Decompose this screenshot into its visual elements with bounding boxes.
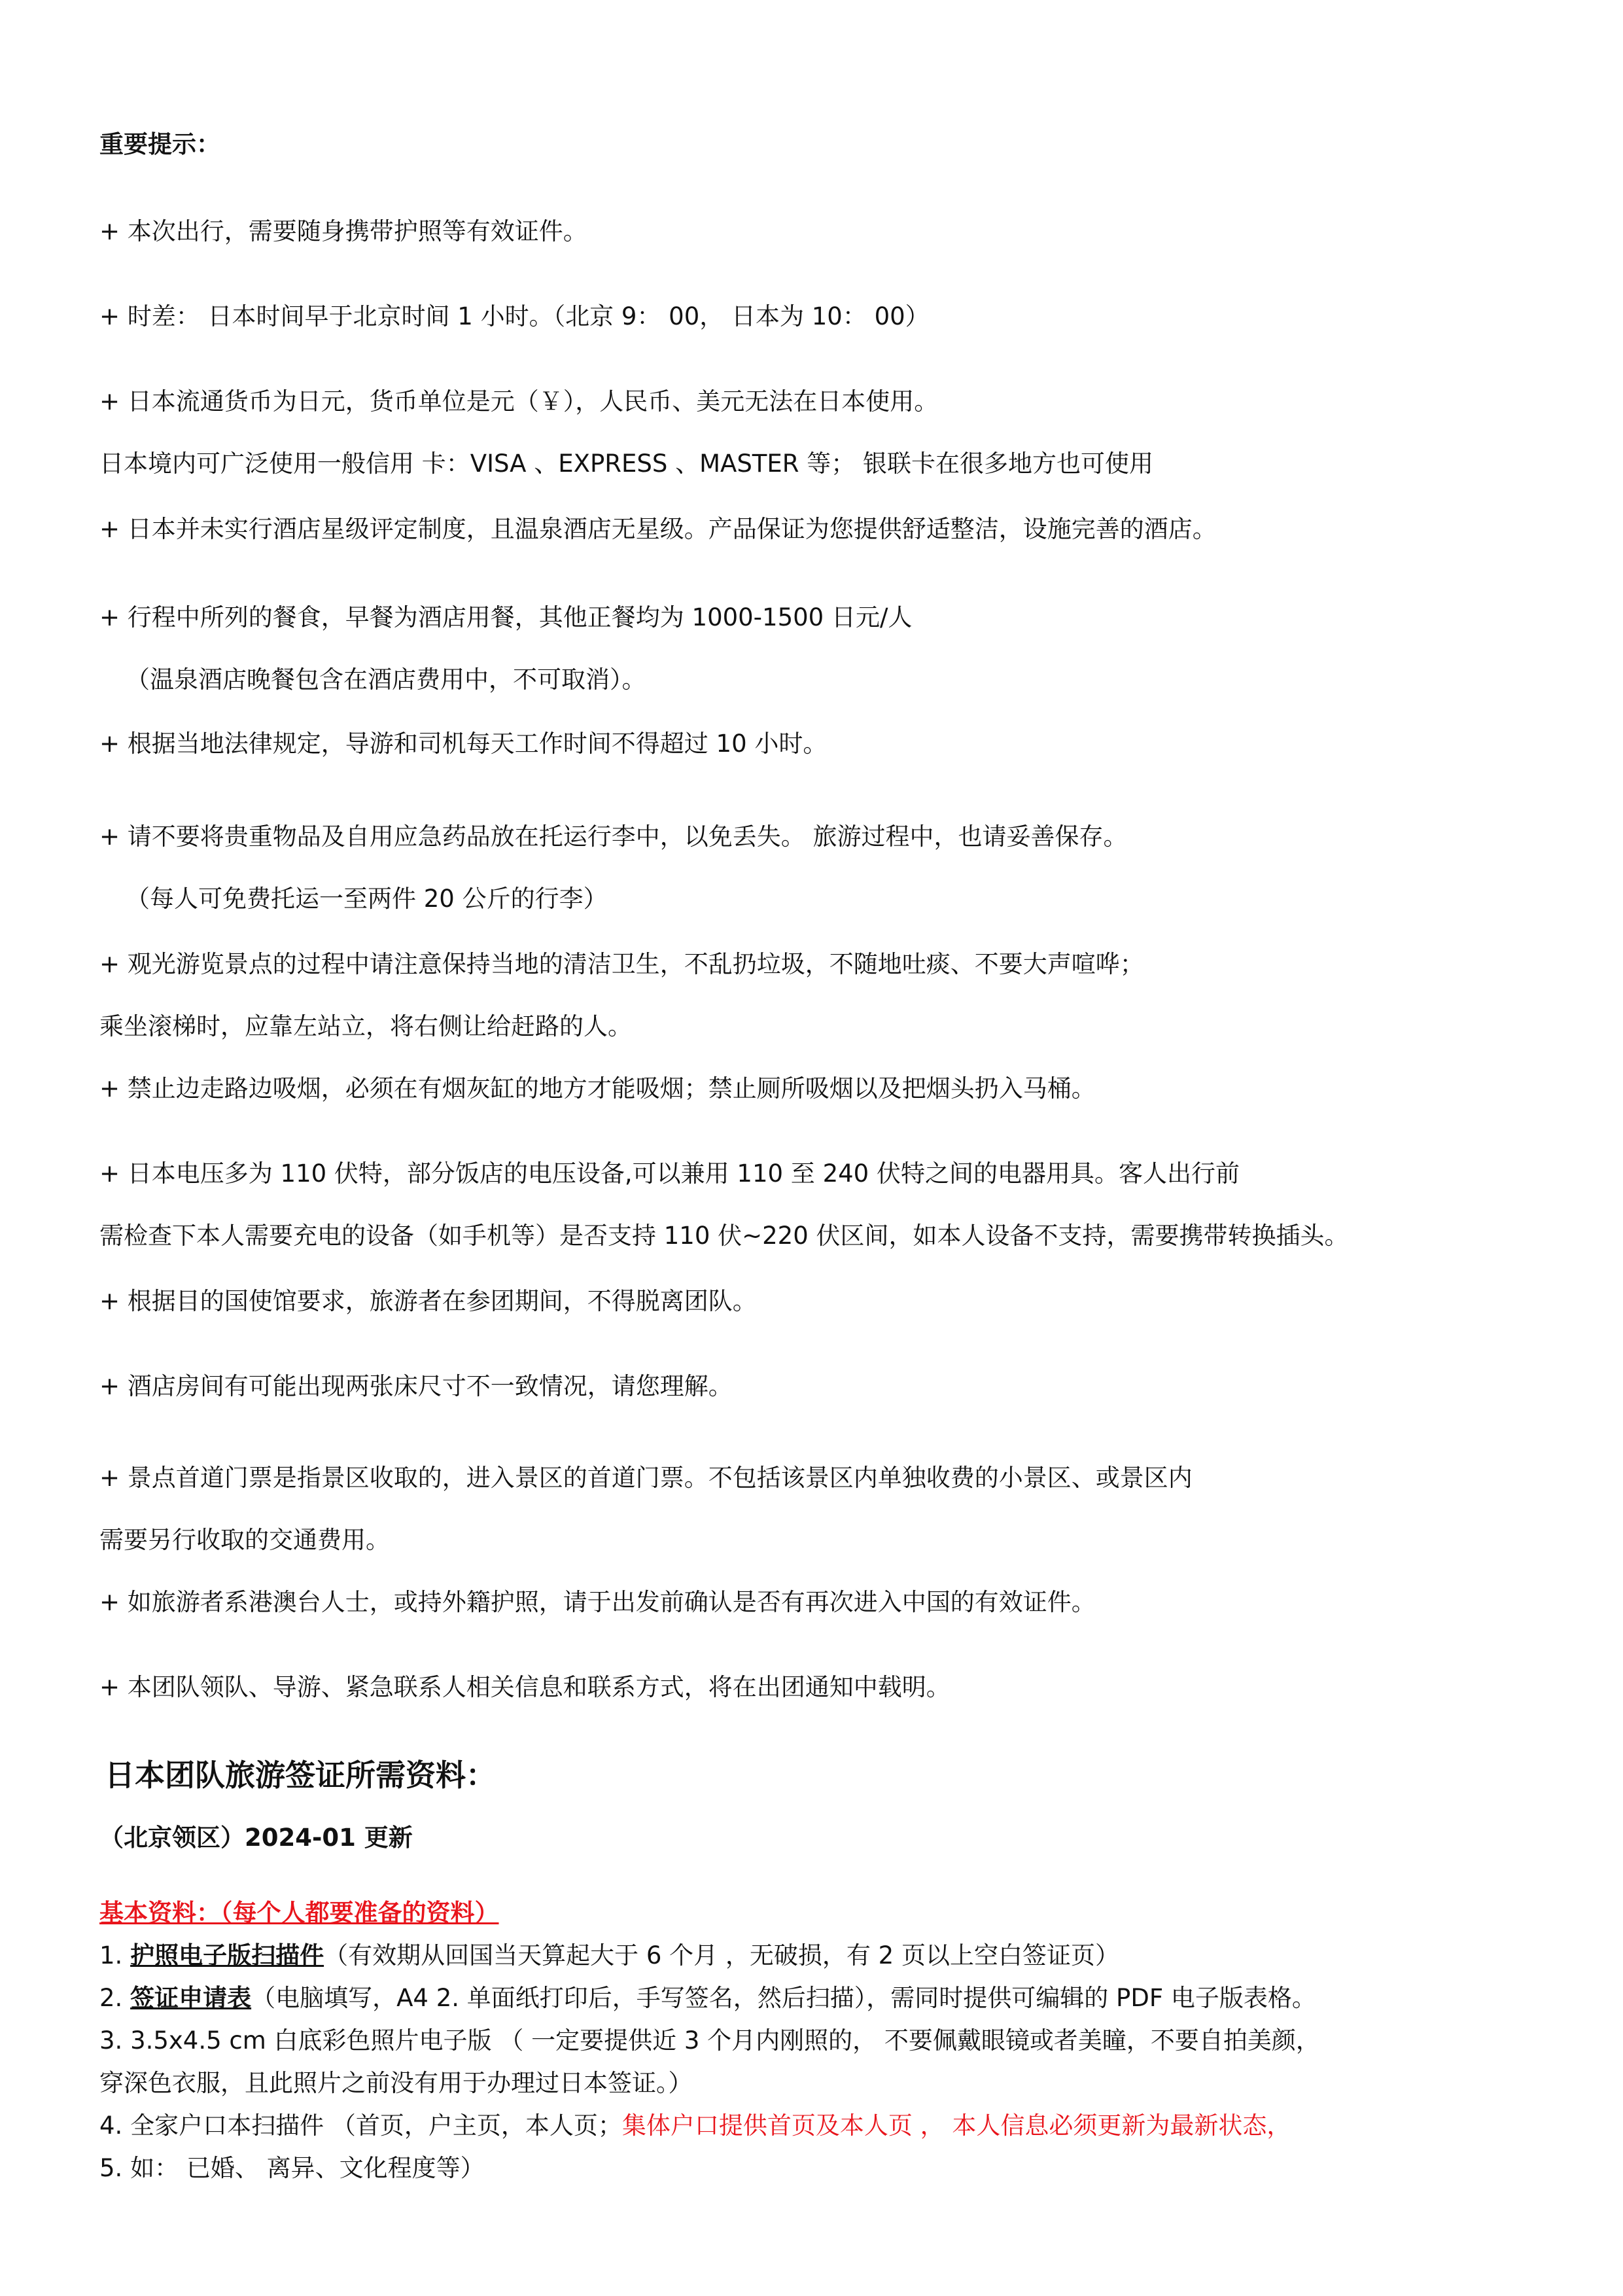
tip-escalator: 乘坐滚梯时，应靠左站立，将右侧让给赶路的人。 bbox=[99, 1012, 632, 1040]
tip-credit-card: 日本境内可广泛使用一般信用 卡：VISA 、EXPRESS 、MASTER 等； 银联卡在很多地方也可使用 bbox=[99, 450, 1154, 478]
tip-voltage-check: 需检查下本人需要充电的设备（如手机等）是否支持 110 伏~220 伏区间，如本人设备不支持，需要携带转换插头。 bbox=[99, 1222, 1349, 1250]
tip-voltage: + 日本电压多为 110 伏特，部分饭店的电压设备,可以兼用 110 至 240 伏特之间的电器用具。客人出行前 bbox=[99, 1159, 1240, 1188]
visa-item-3-line-2: 穿深色衣服，且此照片之前没有用于办理过日本签证。） bbox=[99, 2069, 693, 2097]
item-2-detail: （电脑填写，A4 2. 单面纸打印后，手写签名，然后扫描），需同时提供可编辑的 PDF 电子版表格。 bbox=[251, 1984, 1316, 2012]
item-2-number: 2. bbox=[99, 1984, 131, 2012]
tip-bed-size: + 酒店房间有可能出现两张床尺寸不一致情况，请您理解。 bbox=[99, 1372, 733, 1400]
item-1-detail: （有效期从回国当天算起大于 6 个月 ，无破损，有 2 页以上空白签证页） bbox=[324, 1941, 1119, 1969]
tip-meals: + 行程中所列的餐食，早餐为酒店用餐，其他正餐均为 1000-1500 日元/人 bbox=[99, 603, 913, 631]
tip-hotel-rating: + 日本并未实行酒店星级评定制度，且温泉酒店无星级。产品保证为您提供舒适整洁，设施完善的酒店。 bbox=[99, 515, 1217, 543]
tip-passport: + 本次出行，需要随身携带护照等有效证件。 bbox=[99, 217, 587, 245]
item-1-number: 1. bbox=[99, 1941, 131, 1969]
tip-foreign-passport: + 如旅游者系港澳台人士，或持外籍护照，请于出发前确认是否有再次进入中国的有效证件。 bbox=[99, 1588, 1096, 1616]
tip-time-difference: + 时差： 日本时间早于北京时间 1 小时。（北京 9： 00， 日本为 10： 00） bbox=[99, 302, 930, 330]
visa-item-4 bbox=[99, 2110, 1291, 2142]
tip-valuables: + 请不要将贵重物品及自用应急药品放在托运行李中，以免丢失。 旅游过程中，也请妥善保存。 bbox=[99, 822, 1128, 851]
basic-materials-label: 基本资料：（每个人都要准备的资料） bbox=[99, 1899, 499, 1927]
tip-currency: + 日本流通货币为日元，货币单位是元（￥），人民币、美元无法在日本使用。 bbox=[99, 387, 939, 415]
visa-title: 日本团队旅游签证所需资料： bbox=[105, 1757, 496, 1793]
tip-tickets-transport: 需要另行收取的交通费用。 bbox=[99, 1526, 390, 1554]
visa-item-3-line-1: 3. 3.5x4.5 cm 白底彩色照片电子版 （ 一定要提供近 3 个月内刚照的， 不要佩戴眼镜或者美瞳，不要自拍美颜， bbox=[99, 2026, 1320, 2055]
item-1-title: 护照电子版扫描件 bbox=[130, 1941, 324, 1969]
tip-contact-info: + 本团队领队、导游、紧急联系人相关信息和联系方式，将在出团通知中载明。 bbox=[99, 1673, 951, 1701]
visa-item-1 bbox=[99, 1940, 1119, 1971]
visa-item-2 bbox=[99, 1983, 1316, 2014]
tips-heading: 重要提示： bbox=[99, 130, 220, 158]
tip-luggage-note: （每人可免费托运一至两件 20 公斤的行李） bbox=[126, 885, 608, 913]
tip-tickets: + 景点首道门票是指景区收取的，进入景区的首道门票。不包括该景区内单独收费的小景区、或景区内 bbox=[99, 1464, 1193, 1492]
tip-stay-with-group: + 根据目的国使馆要求，旅游者在参团期间，不得脱离团队。 bbox=[99, 1287, 757, 1315]
tip-working-hours: + 根据当地法律规定，导游和司机每天工作时间不得超过 10 小时。 bbox=[99, 730, 828, 758]
tip-cleanliness: + 观光游览景点的过程中请注意保持当地的清洁卫生，不乱扔垃圾，不随地吐痰、不要大声喧哗； bbox=[99, 950, 1144, 978]
visa-item-5: 5. 如： 已婚、 离异、文化程度等） bbox=[99, 2154, 485, 2182]
item-4-red-note: 集体户口提供首页及本人页 ， 本人信息必须更新为最新状态， bbox=[621, 2111, 1291, 2140]
tip-meals-note: （温泉酒店晚餐包含在酒店费用中，不可取消）。 bbox=[126, 665, 646, 694]
visa-subtitle: （北京领区）2024-01 更新 bbox=[99, 1824, 413, 1852]
tip-smoking: + 禁止边走路边吸烟，必须在有烟灰缸的地方才能吸烟；禁止厕所吸烟以及把烟头扔入马桶。 bbox=[99, 1074, 1096, 1103]
item-2-title: 签证申请表 bbox=[130, 1984, 252, 2012]
item-4-text: 4. 全家户口本扫描件 （首页，户主页，本人页； bbox=[99, 2111, 622, 2140]
